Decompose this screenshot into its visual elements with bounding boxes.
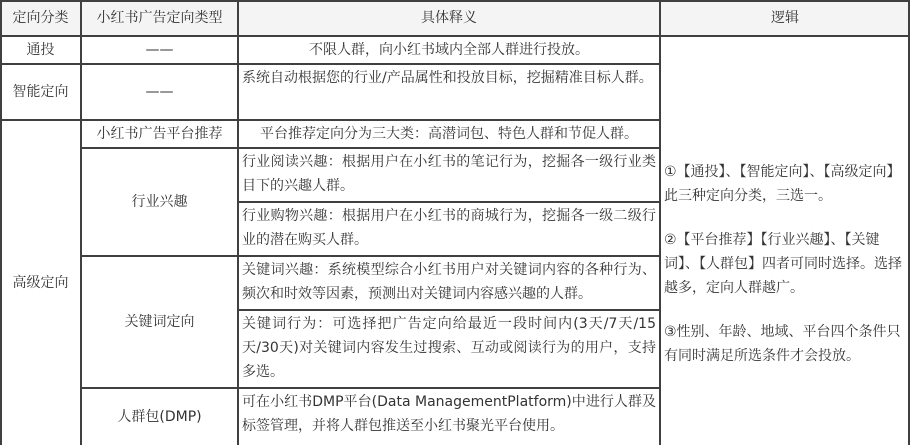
type-platform-recommend: 小红书广告平台推荐 (96, 126, 223, 142)
logic-cell (660, 160, 910, 445)
header-logic: 逻辑 (660, 0, 910, 36)
type-zhineng: —— (145, 84, 174, 100)
header-explanation: 具体释义 (238, 0, 660, 36)
category-tongtou: 通投 (26, 42, 55, 58)
table-divider (81, 147, 660, 149)
table-divider (238, 309, 660, 311)
logic-item-2: ②【平台推荐】【行业兴趣】、【关键词】、【人群包】四者可同时选择。选择越多，定向人群越广。 (664, 232, 902, 296)
explanation-industry-reading: 行业阅读兴趣：根据用户在小红书的笔记行为，挖掘各一级行业类目下的兴趣人群。 (242, 154, 656, 194)
explanation-platform-recommend: 平台推荐定向分为三大类：高潜词包、特色人群和节促人群。 (260, 126, 638, 142)
type-dmp: 人群包(DMP) (117, 408, 202, 425)
table-border (0, 0, 910, 2)
category-zhineng: 智能定向 (12, 84, 69, 100)
header-type: 小红书广告定向类型 (81, 0, 238, 36)
header-category: 定向分类 (0, 0, 81, 36)
explanation-keyword-behavior: 关键词行为：可选择把广告定向给最近一段时间内(3天/7天/15天/30天)对关键词内容发生过搜索、互动或阅读行为的用户，支持多选。 (242, 316, 656, 380)
table-divider (0, 119, 660, 121)
table-divider (81, 387, 660, 389)
explanation-tongtou: 不限人群，向小红书域内全部人群进行投放。 (309, 42, 589, 58)
type-keyword: 关键词定向 (124, 314, 195, 330)
table-border (0, 0, 2, 445)
explanation-keyword-interest: 关键词兴趣：系统模型综合小红书用户对关键词内容的各种行为、频次和时效等因素，预测出对关键词内容感兴趣的人群。 (242, 262, 656, 302)
explanation-zhineng: 系统自动根据您的行业/产品属性和投放目标，挖掘精准目标人群。 (242, 70, 653, 86)
table-divider (237, 0, 239, 445)
table-divider (81, 255, 660, 257)
table-divider (0, 63, 660, 65)
logic-item-3: ③性别、年龄、地域、平台四个条件只有同时满足所选条件才会投放。 (664, 324, 901, 364)
category-gaoji: 高级定向 (12, 274, 69, 291)
type-tongtou: —— (145, 42, 174, 58)
table-divider (659, 0, 661, 445)
logic-item-1: ①【通投】、【智能定向】、【高级定向】此三种定向分类，三选一。 (664, 164, 901, 204)
table-divider (238, 201, 660, 203)
explanation-dmp: 可在小红书DMP平台(Data ManagementPlatform)中进行人群及标签管理，并将人群包推送至小红书聚光平台使用。 (242, 394, 656, 434)
table-divider (80, 0, 82, 445)
type-industry-interest: 行业兴趣 (131, 194, 188, 210)
table-divider (0, 35, 910, 37)
explanation-industry-shopping: 行业购物兴趣：根据用户在小红书的商城行为，挖掘各一级二级行业的潜在购买人群。 (242, 208, 656, 248)
